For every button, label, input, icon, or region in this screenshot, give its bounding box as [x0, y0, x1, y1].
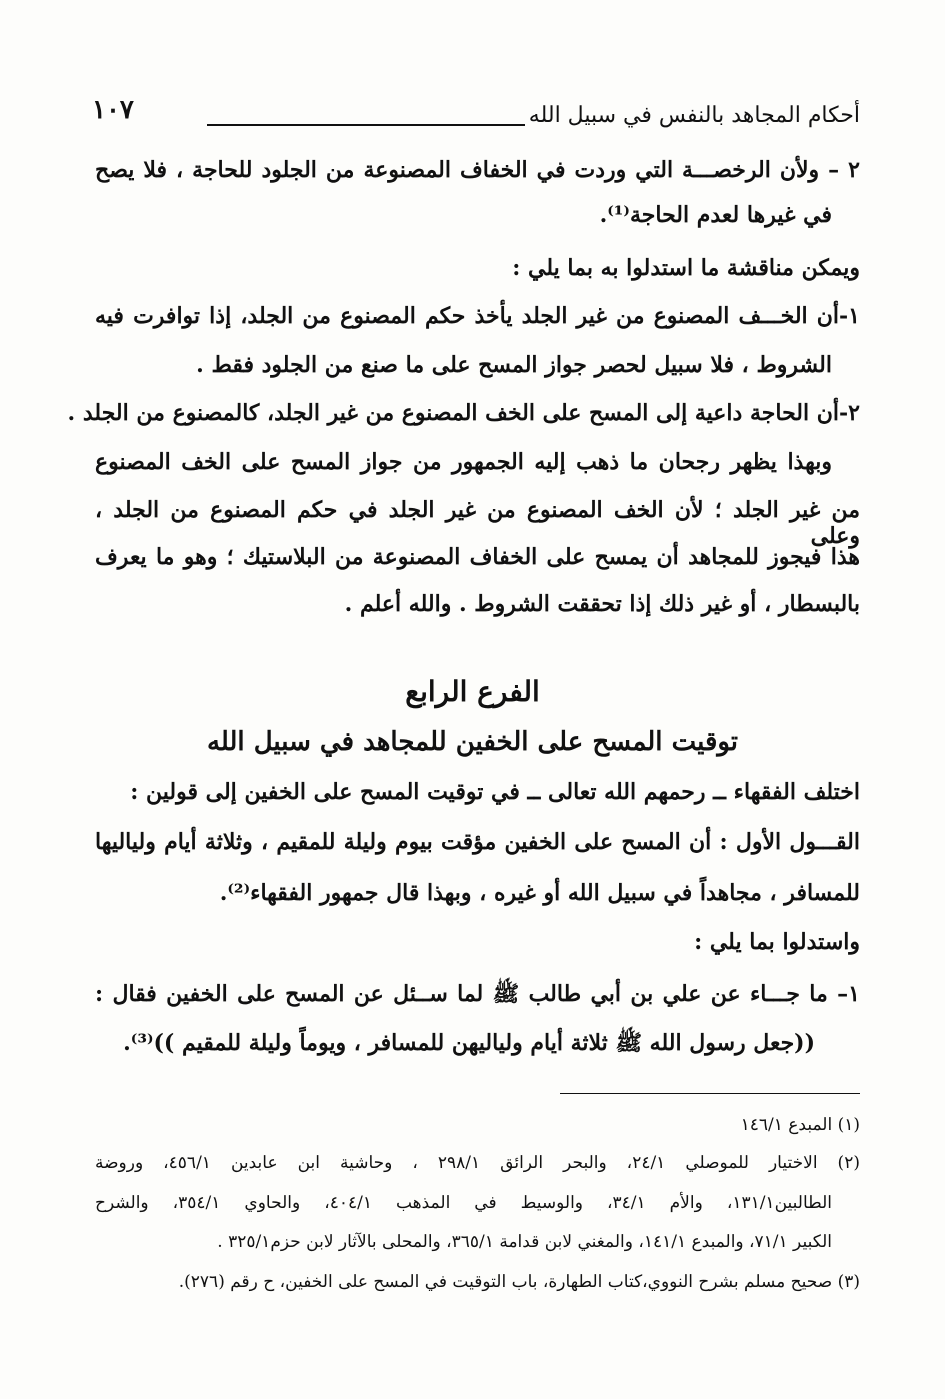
- section-line: القـــول الأول : أن المسح على الخفين مؤقت بيوم وليلة للمقيم ، وثلاثة أيام ولياليها: [95, 829, 860, 855]
- body-line: ١-أن الخـــف المصنوع من غير الجلد يأخذ حكم المصنوع من الجلد، إذا توافرت فيه: [95, 303, 860, 329]
- section-line: ((جعل رسول الله ﷺ ثلاثة أيام ولياليهن للمسافر ، ويوماً وليلة للمقيم ))⁽³⁾.: [123, 1030, 815, 1056]
- footnote-rule: [560, 1093, 860, 1094]
- footnote-line: الكبير ٧١/١، والمبدع ١٤١/١، والمغني لابن قدامة ٣٦٥/١، والمحلى بالآثار لابن حزم٣٢٥/١ .: [217, 1232, 832, 1252]
- body-line: ويمكن مناقشة ما استدلوا به بما يلي :: [512, 255, 860, 281]
- body-line: من غير الجلد ؛ لأن الخف المصنوع من غير الجلد في حكم المصنوع من الجلد ، وعلى: [95, 497, 860, 550]
- body-line: بالبسطار ، أو غير ذلك إذا تحققت الشروط . والله أعلم .: [344, 591, 860, 617]
- section-line: للمسافر ، مجاهداً في سبيل الله أو غيره ، وبهذا قال جمهور الفقهاء⁽²⁾.: [219, 880, 860, 906]
- section-line: واستدلوا بما يلي :: [694, 929, 860, 955]
- section-line: اختلف الفقهاء ــ رحمهم الله تعالى ــ في توقيت المسح على الخفين إلى قولين :: [130, 779, 860, 805]
- page-number: ١٠٧: [92, 95, 134, 125]
- footnote-line: (٢) الاختيار للموصلي ٢٤/١، والبحر الرائق ٢٩٨/١ ، وحاشية ابن عابدين ٤٥٦/١، وروضة: [95, 1153, 860, 1173]
- body-line: وبهذا يظهر رجحان ما ذهب إليه الجمهور من جواز المسح على الخف المصنوع: [95, 449, 832, 475]
- running-title: أحكام المجاهد بالنفس في سبيل الله: [528, 103, 860, 128]
- footnote-line: الطالبين١٣١/١، والأم ٣٤/١، والوسيط في المذهب ٤٠٤/١، والحاوي ٣٥٤/١، والشرح: [95, 1193, 832, 1213]
- footnote-line: (٣) صحيح مسلم بشرح النووي،كتاب الطهارة، باب التوقيت في المسح على الخفين، ح رقم (٢٧٦).: [178, 1272, 860, 1292]
- body-line: الشروط ، فلا سبيل لحصر جواز المسح على ما صنع من الجلود فقط .: [196, 352, 832, 378]
- footnote-line: (١) المبدع ١٤٦/١: [740, 1115, 860, 1135]
- body-line: في غيرها لعدم الحاجة⁽¹⁾.: [599, 202, 832, 228]
- body-line: ٢ – ولأن الرخصـــة التي وردت في الخفاف المصنوعة من الجلود للحاجة ، فلا يصح: [95, 157, 860, 183]
- body-line: ٢-أن الحاجة داعية إلى المسح على الخف المصنوع من غير الجلد، كالمصنوع من الجلد .: [67, 400, 860, 426]
- section-subheading: توقيت المسح على الخفين للمجاهد في سبيل الله: [206, 727, 739, 757]
- body-line: هذا فيجوز للمجاهد أن يمسح على الخفاف المصنوعة من البلاستيك ؛ وهو ما يعرف: [95, 544, 860, 570]
- section-line: ١– ما جـــاء عن علي بن أبي طالب ﷺ لما ســئل عن المسح على الخفين فقال :: [95, 981, 860, 1007]
- header-rule: [207, 124, 525, 126]
- section-heading: الفرع الرابع: [405, 675, 540, 708]
